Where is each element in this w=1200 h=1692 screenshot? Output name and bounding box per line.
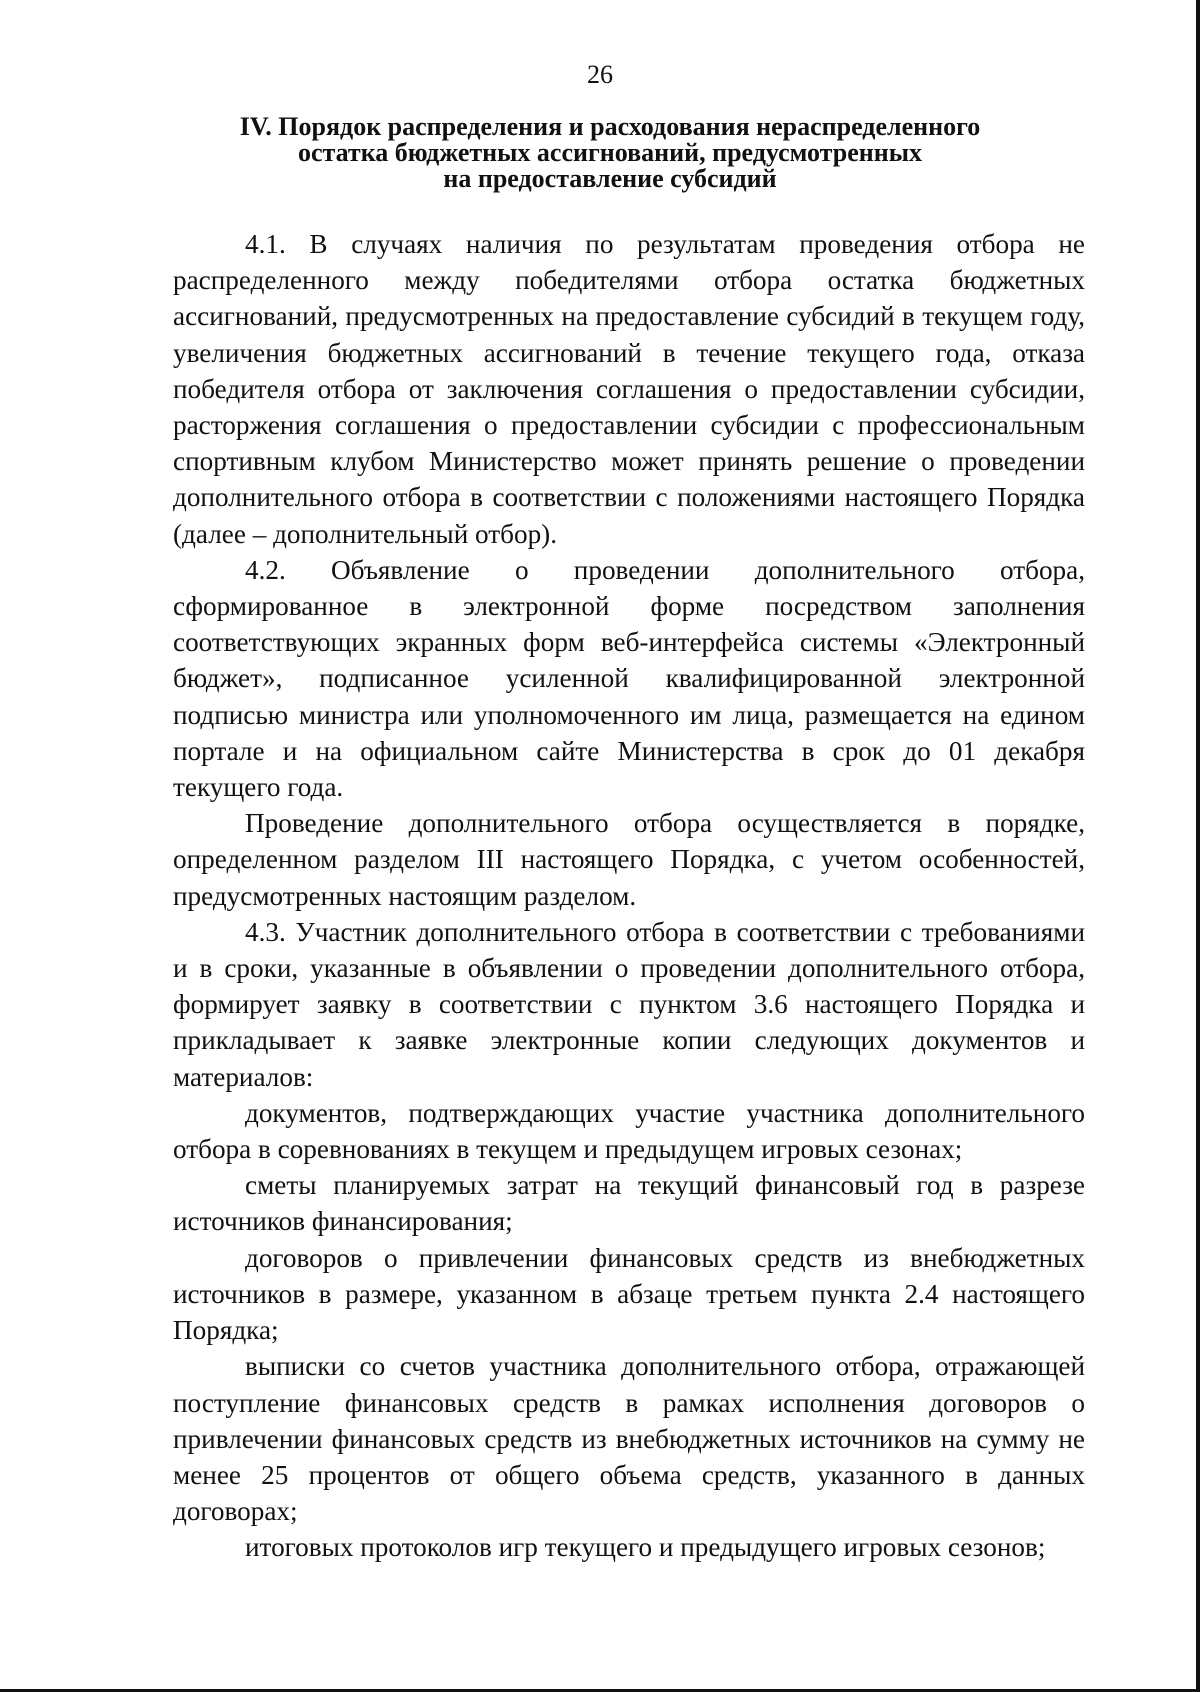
section-heading-line: остатка бюджетных ассигнований, предусмотренных xyxy=(297,138,923,167)
section-heading-line: на предоставление субсидий xyxy=(443,164,777,193)
document-body xyxy=(173,226,1085,1566)
paragraph-4-1: 4.1. В случаях наличия по результатам проведения отбора не распределенного между победителями отбора остатка бюджетных ассигнований, предусмотренных на предоставление субсидий в текущем году, увеличения бюджетных ассигнований в течение текущего года, отказа победителя отбора от заключения соглашения о предоставлении субсидии, расторжения соглашения о предоставлении субсидии с профессиональным спортивным клубом Министерство может принять решение о проведении дополнительного отбора в соответствии с положениями настоящего Порядка (далее – дополнительный отбор). xyxy=(173,229,1085,549)
page-number: 26 xyxy=(587,60,613,89)
scan-edge-right xyxy=(1196,0,1200,1692)
list-item: сметы планируемых затрат на текущий финансовый год в разрезе источников финансирования; xyxy=(173,1170,1085,1237)
section-heading xyxy=(170,114,1050,192)
paragraph-conduct: Проведение дополнительного отбора осуществляется в порядке, определенном разделом III настоящего Порядка, с учетом особенностей, предусмотренных настоящим разделом. xyxy=(173,808,1085,911)
list-item: документов, подтверждающих участие участника дополнительного отбора в соревнованиях в текущем и предыдущем игровых сезонах; xyxy=(173,1097,1085,1165)
list-item: итоговых протоколов игр текущего и предыдущего игровых сезонов; xyxy=(245,1532,1046,1563)
section-heading-line: IV. Порядок распределения и расходования нераспределенного xyxy=(239,112,981,141)
list-item: договоров о привлечении финансовых средств из внебюджетных источников в размере, указанном в абзаце третьем пункта 2.4 настоящего Порядка; xyxy=(173,1242,1085,1346)
paragraph-4-3: 4.3. Участник дополнительного отбора в соответствии с требованиями и в сроки, указанные в объявлении о проведении дополнительного отбора, формирует заявку в соответствии с пунктом 3.6 настоящего Порядка и прикладывает к заявке электронные копии следующих документов и материалов: xyxy=(173,916,1085,1092)
list-item: выписки со счетов участника дополнительного отбора, отражающей поступление финансовых средств в рамках исполнения договоров о привлечении финансовых средств из внебюджетных источников на сумму не менее 25 процентов от общего объема средств, указанного в данных договорах; xyxy=(173,1351,1085,1527)
paragraph-4-2: 4.2. Объявление о проведении дополнительного отбора, сформированное в электронной форме посредством заполнения соответствующих экранных форм веб-интерфейса системы «Электронный бюджет», подписанное усиленной квалифицированной электронной подписью министра или уполномоченного им лица, размещается на едином портале и на официальном сайте Министерства в срок до 01 декабря текущего года. xyxy=(173,554,1085,803)
